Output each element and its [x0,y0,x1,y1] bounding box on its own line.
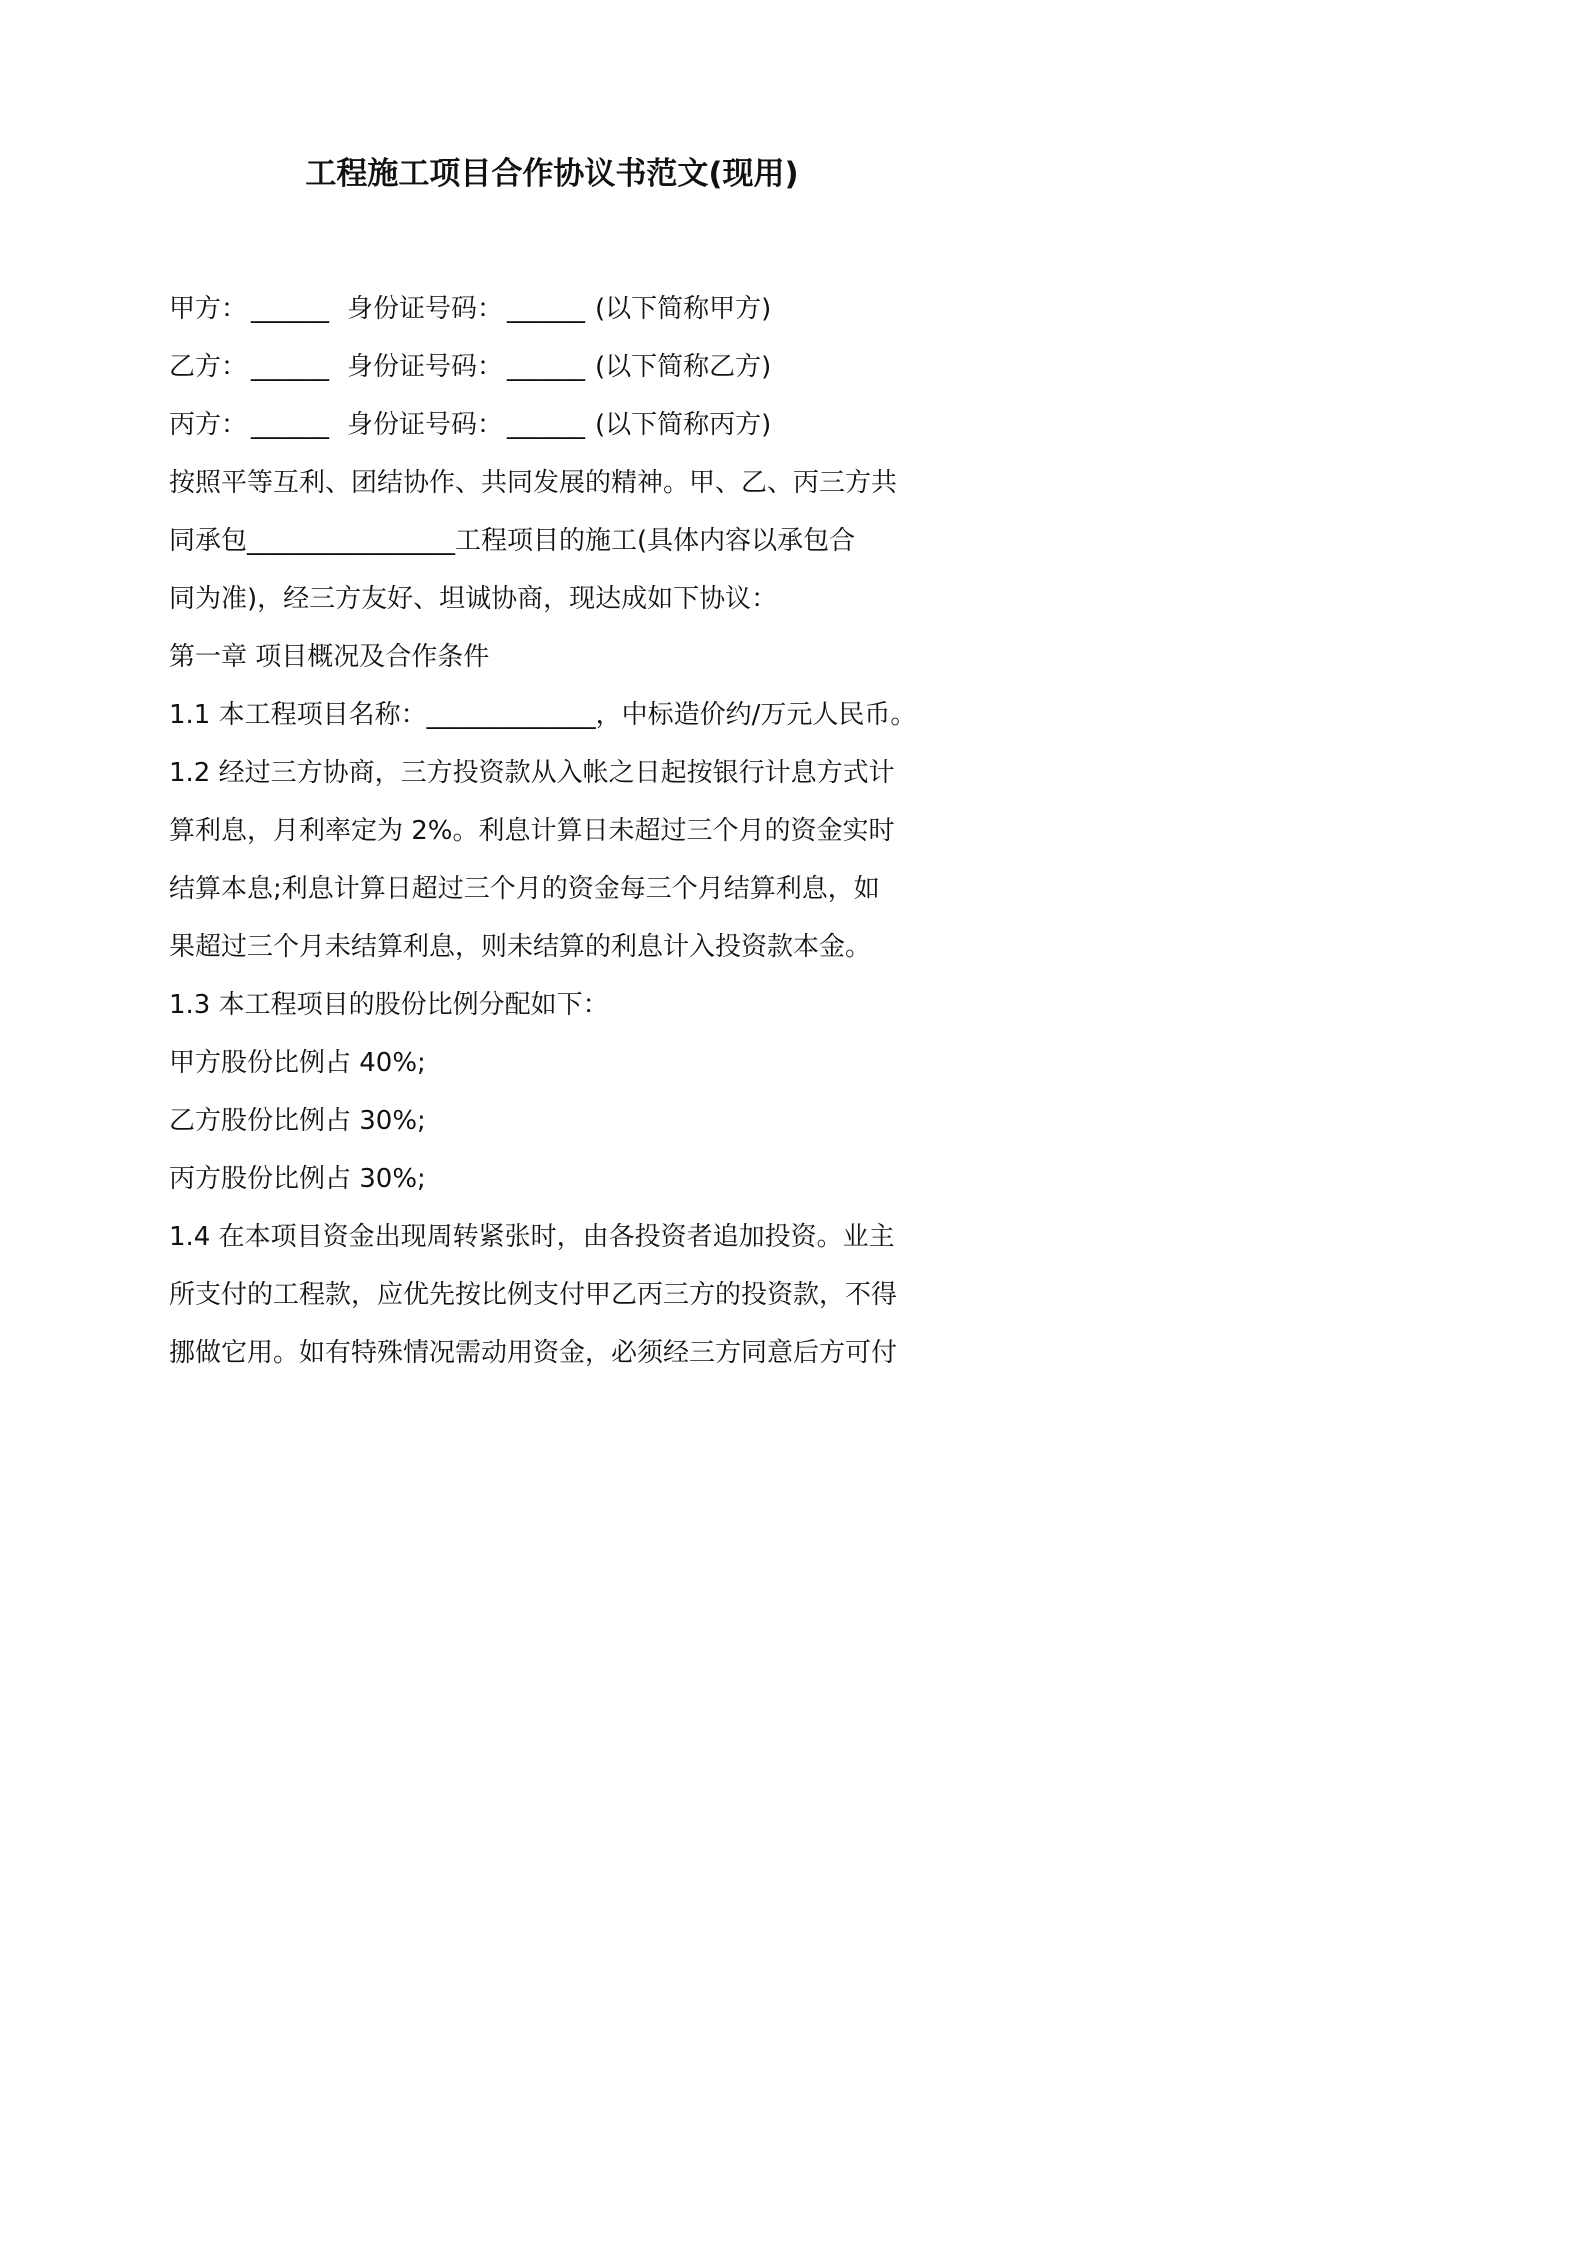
paragraph-line: 同承包________________工程项目的施工(具体内容以承包合 [169,526,856,556]
id-label: 身份证号码： [347,294,504,324]
paragraph-line: 同为准)，经三方友好、坦诚协商，现达成如下协议： [169,584,778,614]
id-label: 身份证号码： [347,410,504,440]
paragraph-line: 按照平等互利、团结协作、共同发展的精神。甲、乙、丙三方共 [169,468,898,498]
name-blank: ______ [251,410,330,440]
party-line-b [169,338,959,396]
document-page [0,0,1104,1562]
party-note: (以下简称丙方) [595,410,772,440]
share-line-a: 甲方股份比例占 40%; [169,1048,426,1078]
name-blank: ______ [251,294,330,324]
party-note: (以下简称乙方) [595,352,772,382]
id-label: 身份证号码： [347,352,504,382]
document-title: 工程施工项目合作协议书范文(现用) [305,156,799,192]
paragraph-line: 挪做它用。如有特殊情况需动用资金，必须经三方同意后方可付 [169,1338,898,1368]
id-blank: ______ [507,352,586,382]
id-blank: ______ [507,410,586,440]
chapter-heading: 第一章 项目概况及合作条件 [169,642,490,672]
clause-1-4: 1.4 在本项目资金出现周转紧张时，由各投资者追加投资。业主 [169,1222,895,1252]
party-label: 甲方： [169,294,248,324]
paragraph-line: 算利息，月利率定为 2%。利息计算日未超过三个月的资金实时 [169,816,895,846]
clause-1-3: 1.3 本工程项目的股份比例分配如下： [169,990,609,1020]
party-label: 丙方： [169,410,248,440]
name-blank: ______ [251,352,330,382]
share-line-b: 乙方股份比例占 30%; [169,1106,426,1136]
party-label: 乙方： [169,352,248,382]
clause-1-2: 1.2 经过三方协商，三方投资款从入帐之日起按银行计息方式计 [169,758,895,788]
id-blank: ______ [507,294,586,324]
party-line-a [169,280,959,338]
clause-1-1: 1.1 本工程项目名称：_____________，中标造价约/万元人民币。 [169,700,917,730]
share-line-c: 丙方股份比例占 30%; [169,1164,426,1194]
party-note: (以下简称甲方) [595,294,772,324]
paragraph-line: 所支付的工程款，应优先按比例支付甲乙丙三方的投资款，不得 [169,1280,898,1310]
paragraph-line: 结算本息;利息计算日超过三个月的资金每三个月结算利息，如 [169,874,880,904]
party-line-c [169,396,959,454]
document-body [169,280,959,1382]
paragraph-line: 果超过三个月未结算利息，则未结算的利息计入投资款本金。 [169,932,872,962]
